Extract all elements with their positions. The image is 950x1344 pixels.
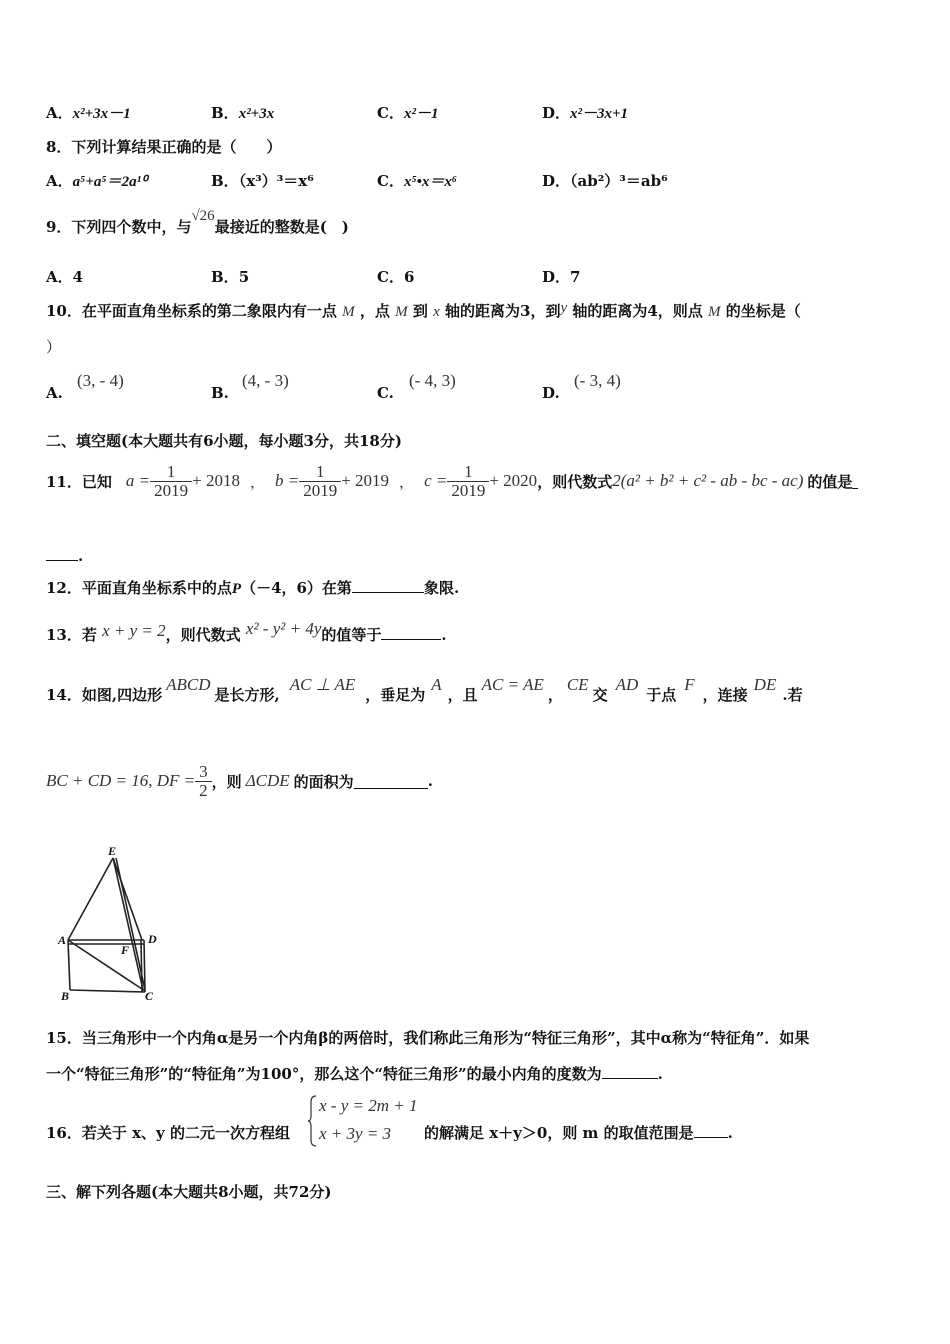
q10-option-c-value: (- 4, 3) (409, 371, 456, 390)
q7-option-c: C．x²－1 (377, 104, 439, 122)
q11-stem: 11．已知 a = $\frac{1}{2019}$ + 2018 ， b = $\frac{1}{2019}$ + 2019 ， c = $\frac{1}{2019}$ + 2020 ，则代数式 2(a² + b² + c² - ab - bc - ac) 的值是 (46, 458, 858, 504)
segment-ec-shadow (116, 858, 145, 990)
q15-answer-blank[interactable] (602, 1064, 658, 1079)
q14-figure (50, 840, 170, 1005)
q10-option-a-value: (3, - 4) (77, 371, 124, 390)
q15-stem-line2: 一个“特征三角形”的“特征角”为100°，那么这个“特征三角形”的最小内角的度数为 . (46, 1065, 663, 1083)
q9-option-a: A．4 (46, 268, 84, 286)
q8-stem: 8．下列计算结果正确的是（ ） (46, 138, 282, 156)
brace-icon (307, 1094, 317, 1148)
q9-option-c: C．6 (377, 268, 415, 286)
q8-option-a: A．a⁵+a⁵＝2a¹⁰ (46, 172, 148, 190)
segment-bc (70, 990, 145, 992)
q10-option-c: C. (377, 384, 394, 402)
q10-option-a: A. (46, 384, 63, 402)
q10-option-b: B. (211, 384, 229, 402)
q8-option-b: B．（x³）³＝x⁶ (211, 172, 314, 190)
q9-option-b: B．5 (211, 268, 250, 286)
q16-stem-pre: 16．若关于 x、y 的二元一次方程组 (46, 1124, 290, 1142)
q16-answer-blank[interactable] (694, 1123, 728, 1138)
segment-dc-shadow (141, 940, 142, 992)
q10-stem-line1: 10．在平面直角坐标系的第二象限内有一点 M ，点 M 到 x 轴的距离为3，到y 轴的距离为4，则点 M 的坐标是（ (46, 300, 801, 320)
q16-equation-system (307, 1094, 417, 1148)
q16-eq2: x + 3y = 3 (319, 1124, 392, 1143)
q12-answer-blank[interactable] (352, 578, 424, 593)
q11-answer-blank[interactable]: . (46, 546, 83, 565)
q8-option-c: C．x⁵•x＝x⁶ (377, 172, 458, 190)
label-f: F (121, 943, 130, 957)
q7-option-b: B．x²+3x (211, 104, 275, 122)
q10-option-d: D. (542, 384, 560, 402)
label-a: A (58, 933, 67, 947)
radical-sqrt26: √26 (191, 208, 215, 224)
q15-stem-line1: 15．当三角形中一个内角α是另一个内角β的两倍时，我们称此三角形为“特征三角形”，其中α称为“特征角”．如果 (46, 1029, 810, 1047)
segment-ec (113, 858, 143, 990)
label-c: C (145, 989, 154, 1003)
label-e: E (108, 844, 117, 858)
q7-option-d: D．x²－3x+1 (542, 104, 629, 122)
segment-ab (68, 940, 70, 990)
q16-eq1: x - y = 2m + 1 (319, 1096, 418, 1115)
q10-option-b-value: (4, - 3) (242, 371, 289, 390)
segment-ed (113, 858, 142, 940)
segment-dc (144, 940, 145, 992)
q14-stem-line1: 14．如图,四边形ABCD是长方形,AC ⊥ AE，垂足为A，且AC = AE，CE交AD于点F，连接DE.若 (46, 675, 803, 704)
q10-stem-line2: ） (46, 338, 62, 356)
q9-stem: 9．下列四个数中，与√26最接近的整数是( ) (46, 208, 349, 236)
q13-stem: 13．若 x + y = 2，则代数式 x² - y² + 4y的值等于 . (46, 619, 447, 644)
q14-stem-line2: BC + CD = 16, DF = $\frac{3}{2}$ ，则 ΔCDE 的面积为 . (46, 761, 433, 800)
section-2-heading: 二、填空题(本大题共有6小题，每小题3分，共18分) (46, 432, 402, 450)
q7-option-a: A．x²+3x－1 (46, 104, 131, 122)
q9-option-d: D．7 (542, 268, 581, 286)
q14-answer-blank[interactable] (354, 774, 428, 789)
label-b: B (61, 989, 70, 1003)
q8-option-d: D．（ab²）³＝ab⁶ (542, 172, 668, 190)
q10-option-d-value: (- 3, 4) (574, 371, 621, 390)
segment-ea (68, 858, 113, 940)
q12-stem: 12．平面直角坐标系中的点P（－4，6）在第 象限. (46, 579, 460, 597)
q13-answer-blank[interactable] (381, 625, 441, 640)
label-d: D (148, 932, 157, 946)
section-3-heading: 三、解下列各题(本大题共8小题，共72分) (46, 1183, 332, 1201)
q16-stem-post: 的解满足 x＋y＞0，则 m 的取值范围是 . (424, 1124, 733, 1142)
